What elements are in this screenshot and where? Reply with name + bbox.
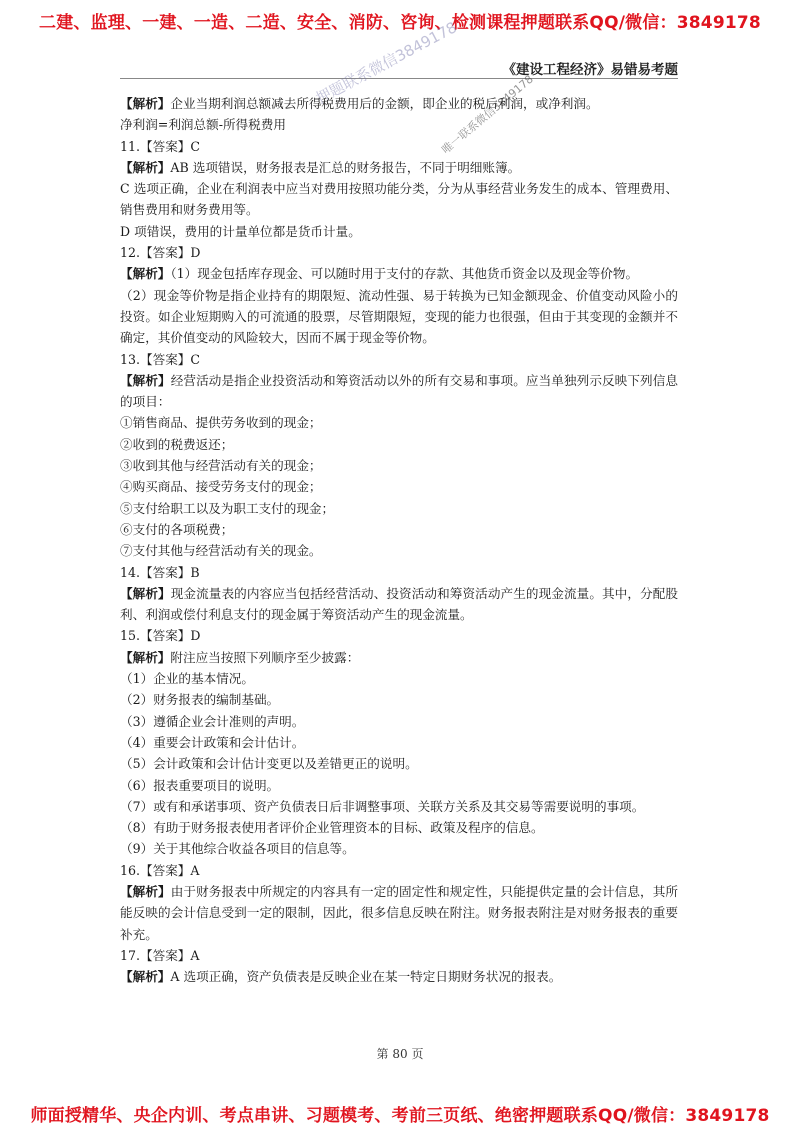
- text-line: [120, 285, 678, 349]
- text-line: [120, 370, 678, 413]
- analysis-tag: 【解析】: [120, 883, 171, 899]
- text-line: [120, 157, 678, 178]
- line-text: ②收到的税费返还；: [120, 436, 234, 452]
- line-text: AB 选项错误，财务报表是汇总的财务报告，不同于明细账簿。: [170, 159, 521, 175]
- line-text: （3）遵循企业会计准则的声明。: [120, 713, 305, 729]
- text-line: [120, 242, 678, 263]
- text-line: [120, 966, 678, 987]
- line-text: 14.【答案】B: [120, 564, 200, 580]
- line-text: （4）重要会计政策和会计估计。: [120, 734, 305, 750]
- text-line: [120, 114, 678, 135]
- text-line: [120, 498, 678, 519]
- text-line: [120, 711, 678, 732]
- text-line: [120, 476, 678, 497]
- line-text: ③收到其他与经营活动有关的现金；: [120, 458, 322, 474]
- watermark-small: 唯一联系微信3849178: [439, 72, 536, 157]
- text-line: [120, 178, 678, 221]
- line-text: （1）现金包括库存现金、可以随时用于支付的存款、其他货币资金以及现金等价物。: [170, 266, 639, 282]
- line-text: ④购买商品、接受劳务支付的现金；: [120, 479, 322, 495]
- analysis-tag: 【解析】: [120, 96, 171, 111]
- line-text: 由于财务报表中所规定的内容具有一定的固定性和规定性，只能提供定量的会计信息，其所能反映的会计信息受到一定的限制，因此，很多信息反映在附注。财务报表附注是对财务报表的重要补充。: [120, 883, 679, 942]
- text-line: [120, 732, 678, 753]
- line-text: （2）财务报表的编制基础。: [120, 692, 280, 708]
- text-line: [120, 540, 678, 561]
- line-text: D 项错误，费用的计量单位都是货币计量。: [120, 223, 361, 239]
- line-text: ①销售商品、提供劳务收到的现金；: [120, 415, 322, 431]
- line-text: 16.【答案】A: [120, 862, 200, 878]
- line-text: 15.【答案】D: [120, 628, 201, 644]
- analysis-tag: 【解析】: [120, 969, 171, 985]
- text-line: [120, 349, 678, 370]
- line-text: （5）会计政策和会计估计变更以及差错更正的说明。: [120, 756, 418, 772]
- line-text: ⑦支付其他与经营活动有关的现金。: [120, 543, 322, 559]
- line-text: ⑥支付的各项税费；: [120, 521, 234, 537]
- text-line: [120, 136, 678, 157]
- text-line: [120, 668, 678, 689]
- line-text: ⑤支付给职工以及为职工支付的现金；: [120, 500, 335, 516]
- text-line: [120, 455, 678, 476]
- page-number: 第 80 页: [376, 1047, 424, 1061]
- text-line: [120, 221, 678, 242]
- line-text: 经营活动是指企业投资活动和筹资活动以外的所有交易和事项。应当单独列示反映下列信息的项目：: [120, 372, 679, 410]
- text-line: [120, 93, 678, 114]
- line-text: 17.【答案】A: [120, 947, 200, 963]
- text-line: [120, 817, 678, 838]
- text-line: [120, 838, 678, 859]
- line-text: （9）关于其他综合收益各项目的信息等。: [120, 841, 355, 857]
- text-line: [120, 753, 678, 774]
- text-line: [120, 860, 678, 881]
- line-text: C 选项正确，企业在利润表中应当对费用按照功能分类，分为从事经营业务发生的成本、管理费用、销售费用和财务费用等。: [120, 181, 678, 218]
- analysis-tag: 【解析】: [120, 159, 171, 175]
- analysis-tag: 【解析】: [120, 585, 171, 601]
- header-divider: [120, 78, 678, 79]
- text-line: [120, 625, 678, 646]
- text-line: [120, 412, 678, 433]
- top-promo-banner: 二建、监理、一建、一造、二造、安全、消防、咨询、检测课程押题联系QQ/微信：3849178: [39, 13, 761, 33]
- line-text: （8）有助于财务报表使用者评价企业管理资本的目标、政策及程序的信息。: [120, 820, 544, 836]
- line-text: （7）或有和承诺事项、资产负债表日后非调整事项、关联方关系及其交易等需要说明的事项。: [120, 798, 645, 814]
- text-line: [120, 689, 678, 710]
- document-body: [120, 93, 678, 987]
- line-text: 12.【答案】D: [120, 245, 201, 261]
- line-text: 13.【答案】C: [120, 351, 201, 367]
- watermark: 押题联系微信3849178: [312, 18, 460, 108]
- text-line: [120, 519, 678, 540]
- page-header-title: 《建设工程经济》易错易考题: [502, 62, 678, 78]
- analysis-tag: 【解析】: [120, 372, 171, 388]
- analysis-tag: 【解析】: [120, 266, 171, 282]
- analysis-tag: 【解析】: [120, 649, 171, 665]
- line-text: （2）现金等价物是指企业持有的期限短、流动性强、易于转换为已知金额现金、价值变动风险小的投资。如企业短期购入的可流通的股票，尽管期限短，变现的能力也很强，但由于其变现的金额并不确定，其价值变动的风险较大，因而不属于现金等价物。: [120, 287, 678, 346]
- text-line: [120, 263, 678, 284]
- text-line: [120, 796, 678, 817]
- line-text: （6）报表重要项目的说明。: [120, 777, 280, 793]
- text-line: [120, 775, 678, 796]
- line-text: 净利润=利润总额-所得税费用: [120, 117, 286, 133]
- bottom-promo-banner: 师面授精华、央企内训、考点串讲、习题模考、考前三页纸、绝密押题联系QQ/微信：3849178: [30, 1106, 770, 1126]
- line-text: （1）企业的基本情况。: [120, 671, 254, 687]
- line-text: 附注应当按照下列顺序至少披露：: [170, 649, 360, 665]
- text-line: [120, 881, 678, 945]
- line-text: 企业当期利润总额减去所得税费用后的金额，即企业的税后利润，或净利润。: [170, 96, 599, 111]
- text-line: [120, 647, 678, 668]
- text-line: [120, 434, 678, 455]
- text-line: [120, 583, 678, 626]
- line-text: A 选项正确，资产负债表是反映企业在某一特定日期财务状况的报表。: [170, 969, 562, 985]
- text-line: [120, 945, 678, 966]
- line-text: 11.【答案】C: [120, 138, 201, 154]
- line-text: 现金流量表的内容应当包括经营活动、投资活动和筹资活动产生的现金流量。其中，分配股利、利润或偿付利息支付的现金属于筹资活动产生的现金流量。: [120, 585, 679, 623]
- text-line: [120, 562, 678, 583]
